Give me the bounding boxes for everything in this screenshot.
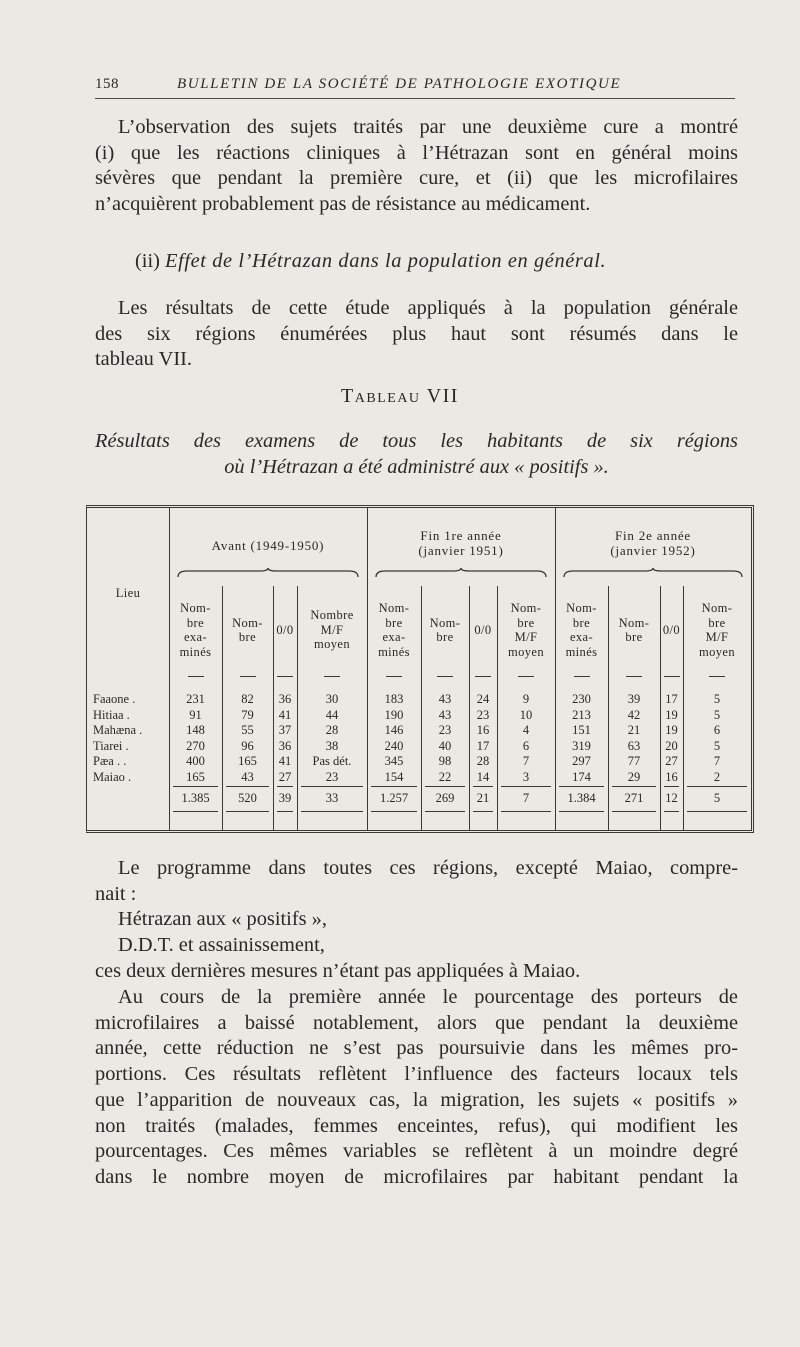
- totals-rule: [559, 786, 604, 787]
- column-header: M/F: [514, 630, 538, 644]
- text-line: des six régions énumérées plus haut sont résumés dans le: [95, 322, 738, 345]
- table-cell: 22: [438, 769, 452, 784]
- bottom-rule: [301, 811, 363, 812]
- table-cell: 9: [522, 692, 530, 706]
- column-group-title: Fin 1re année: [420, 528, 502, 543]
- table-cell: 4: [522, 723, 530, 737]
- table-cell: 231: [186, 692, 205, 706]
- totals-rule: [425, 786, 465, 787]
- column-header: 0/0: [276, 622, 294, 637]
- table-cell: 79: [241, 707, 254, 722]
- text-line: dans le nombre moyen de microfilaires par habitant pendant la: [95, 1165, 738, 1188]
- totals-rule: [501, 786, 551, 787]
- column-header: bre: [625, 630, 643, 644]
- table-cell: 7: [713, 754, 721, 768]
- text-line: microfilaires a baissé notablement, alors que pendant la deuxième: [95, 1011, 738, 1034]
- column-header: minés: [378, 644, 410, 659]
- total-cell: 269: [435, 791, 455, 805]
- table-cell: 151: [572, 723, 591, 737]
- total-cell: 1.257: [379, 791, 409, 805]
- journal-title: BULLETIN DE LA SOCIÉTÉ DE PATHOLOGIE EXOTIQUE: [177, 76, 622, 92]
- table-cell: 5: [713, 738, 721, 753]
- table-cell: 165: [186, 769, 205, 784]
- table-cell: 28: [476, 754, 490, 768]
- header-rule: [324, 676, 340, 677]
- totals-rule: [473, 786, 493, 787]
- row-label: Hitiaa .: [93, 707, 130, 722]
- table-cell: 165: [238, 754, 257, 768]
- bottom-rule: [473, 811, 493, 812]
- column-group-title: Fin 2e année: [614, 528, 692, 543]
- table-caption: [95, 428, 738, 480]
- table-cell: 297: [572, 754, 591, 768]
- text-line: L’observation des sujets traités par une deuxième cure a montré: [118, 116, 738, 138]
- header-rule: [574, 676, 590, 677]
- totals-rule: [226, 786, 269, 787]
- table-cell: 37: [278, 723, 292, 737]
- brace-icon: [177, 568, 359, 578]
- caption-line: où l’Hétrazan a été administré aux « positifs ».: [224, 456, 609, 478]
- text-line: n’acquièrent probablement pas de résistance au médicament.: [95, 193, 591, 216]
- table-number: VII: [426, 385, 459, 407]
- column-group-title: (janvier 1951): [418, 543, 504, 558]
- stub-header: Lieu: [115, 586, 141, 600]
- total-cell: 7: [522, 791, 530, 805]
- text-line: Les résultats de cette étude appliqués à la population générale: [118, 297, 738, 319]
- text-line: portions. Ces résultats reflètent l’influence des facteurs locaux tels: [95, 1063, 738, 1086]
- bottom-rule: [277, 811, 293, 812]
- table-cell: 5: [713, 707, 721, 722]
- column-header: Nom-: [618, 615, 650, 630]
- table-cell: 38: [325, 738, 339, 753]
- table-cell: 20: [665, 738, 678, 753]
- table-cell: 98: [438, 754, 452, 768]
- paragraph-4: [95, 985, 738, 1191]
- table-cell: 146: [384, 723, 404, 737]
- column-header: minés: [565, 644, 598, 659]
- column-header: M/F: [320, 622, 344, 637]
- table-cell: 6: [522, 738, 530, 753]
- totals-rule: [371, 786, 417, 787]
- header-rule: [240, 676, 256, 677]
- totals-rule: [612, 786, 656, 787]
- text-line: ces deux dernières mesures n’étant pas appliquées à Maiao.: [95, 959, 581, 982]
- table-cell: 190: [384, 707, 404, 722]
- total-cell: 21: [476, 791, 490, 805]
- header-rule: [437, 676, 453, 677]
- table-cell: 21: [627, 723, 641, 737]
- bottom-rule: [425, 811, 465, 812]
- column-header: bre: [436, 630, 454, 644]
- column-header: exa-: [183, 630, 208, 644]
- bottom-rule: [559, 811, 604, 812]
- header-rule: [475, 676, 491, 677]
- table-cell: 3: [522, 769, 530, 784]
- table-cell: 19: [665, 723, 678, 737]
- list-item: Hétrazan aux « positifs »,: [118, 908, 327, 931]
- table-cell: 29: [627, 769, 641, 784]
- results-table: [86, 505, 754, 833]
- table-cell: 230: [572, 692, 591, 706]
- column-header: minés: [179, 644, 212, 659]
- text-line: Le programme dans toutes ces régions, excepté Maiao, compre-: [118, 857, 738, 879]
- table-cell: 23: [438, 723, 452, 737]
- bottom-rule: [501, 811, 551, 812]
- column-header: 0/0: [474, 622, 492, 637]
- table-cell: 17: [665, 692, 678, 706]
- column-group-title: Avant (1949-1950): [211, 538, 325, 553]
- brace-icon: [563, 568, 743, 578]
- table-cell: Pas dét.: [312, 754, 352, 768]
- column-header: M/F: [705, 630, 729, 644]
- table-cell: 36: [278, 692, 292, 706]
- table-cell: 23: [325, 769, 339, 784]
- table-cell: 10: [519, 707, 533, 722]
- column-header: bre: [517, 615, 535, 630]
- list-item: D.D.T. et assainissement,: [118, 934, 325, 957]
- totals-rule: [687, 786, 747, 787]
- table-cell: 17: [476, 738, 490, 753]
- bottom-rule: [173, 811, 218, 812]
- column-header: bre: [186, 615, 205, 630]
- column-header: Nom-: [378, 601, 410, 615]
- table-cell: 41: [278, 707, 292, 722]
- column-header: Nom-: [180, 601, 211, 615]
- table-cell: 400: [186, 754, 205, 768]
- row-label: Tiarei .: [93, 738, 129, 753]
- total-cell: 271: [624, 791, 644, 805]
- row-label: Mahæna .: [93, 723, 143, 737]
- table-cell: 5: [713, 692, 721, 706]
- column-header: Nom-: [232, 615, 263, 630]
- text-line: Au cours de la première année le pourcentage des porteurs de: [118, 986, 738, 1008]
- text-line: non traités (malades, femmes enceintes, refus), qui modifient les: [95, 1114, 738, 1137]
- section-subheading: [135, 250, 606, 273]
- bottom-rule: [612, 811, 656, 812]
- row-label: Faaone .: [93, 692, 136, 706]
- table-cell: 7: [522, 754, 530, 768]
- table-cell: 183: [384, 692, 404, 706]
- header-rule: [386, 676, 402, 677]
- table-cell: 43: [241, 769, 254, 784]
- subheading-text: Effet de l’Hétrazan dans la population en général.: [165, 250, 607, 272]
- text-line: sévères que pendant la première cure, et (ii) que les microfilaires: [95, 167, 738, 190]
- table-cell: 16: [476, 723, 490, 737]
- table-cell: 30: [325, 692, 339, 706]
- total-cell: 5: [713, 791, 721, 805]
- table-cell: 63: [627, 738, 641, 753]
- table-cell: 27: [278, 769, 292, 784]
- table-cell: 23: [476, 707, 490, 722]
- table-cell: 28: [325, 723, 339, 737]
- table-cell: 270: [186, 738, 205, 753]
- header-rule: [518, 676, 534, 677]
- column-header: bre: [238, 630, 257, 644]
- table-cell: 55: [241, 723, 254, 737]
- column-header: moyen: [507, 644, 545, 659]
- text-line: (i) que les réactions cliniques à l’Hétrazan sont en général moins: [95, 141, 738, 164]
- table-cell: 213: [572, 707, 591, 722]
- column-header: moyen: [698, 644, 736, 659]
- table-cell: 44: [325, 707, 339, 722]
- caption-line: Résultats des examens de tous les habitants de six régions: [95, 430, 738, 452]
- text-line: année, cette réduction ne s’est pas poursuivie dans les mêmes pro-: [95, 1037, 738, 1060]
- column-header: Nombre: [310, 608, 354, 623]
- column-header: Nom-: [429, 615, 461, 630]
- table-cell: 40: [438, 738, 452, 753]
- bottom-rule: [371, 811, 417, 812]
- column-header: exa-: [569, 630, 594, 644]
- running-head: [95, 74, 735, 99]
- paragraph-2: [95, 296, 738, 373]
- paragraph-3: [95, 856, 738, 985]
- column-header: bre: [708, 615, 726, 630]
- column-header: exa-: [382, 630, 406, 644]
- table-cell: 39: [627, 692, 641, 706]
- text-line: que l’apparition de nouveaux cas, la migration, les sujets « positifs »: [95, 1088, 738, 1111]
- totals-rule: [173, 786, 218, 787]
- table-cell: 154: [384, 769, 404, 784]
- table-cell: 6: [713, 723, 721, 737]
- column-group-title: (janvier 1952): [610, 543, 696, 558]
- brace-icon: [375, 568, 547, 578]
- column-header: moyen: [313, 637, 351, 652]
- column-header: Nom-: [701, 601, 733, 615]
- row-label: Pæa . .: [93, 754, 127, 768]
- table-cell: 43: [438, 707, 452, 722]
- table-cell: 91: [189, 707, 202, 722]
- table-cell: 148: [186, 723, 205, 737]
- table-cell: 19: [665, 707, 678, 722]
- table-cell: 240: [384, 738, 404, 753]
- subheading-number: (ii): [135, 250, 160, 272]
- table-cell: 16: [665, 769, 678, 784]
- table-cell: 41: [278, 754, 292, 768]
- total-cell: 12: [665, 791, 678, 805]
- paragraph-1: [95, 115, 738, 218]
- row-label: Maiao .: [93, 769, 132, 784]
- bottom-rule: [687, 811, 747, 812]
- page-number: 158: [95, 76, 119, 92]
- header-rule: [626, 676, 642, 677]
- text-line: pourcentages. Ces mêmes variables se reflètent à un moindre degré: [95, 1140, 738, 1163]
- totals-rule: [301, 786, 363, 787]
- totals-rule: [664, 786, 679, 787]
- table-cell: 24: [476, 692, 490, 706]
- table-cell: 27: [665, 754, 678, 768]
- table-cell: 82: [241, 692, 254, 706]
- total-cell: 1.384: [567, 791, 596, 805]
- table-title: [0, 385, 800, 408]
- totals-rule: [277, 786, 293, 787]
- table-cell: 43: [438, 692, 452, 706]
- column-header: bre: [572, 615, 591, 630]
- total-cell: 520: [238, 791, 257, 805]
- column-header: Nom-: [566, 601, 597, 615]
- column-header: 0/0: [662, 622, 681, 637]
- text-line: nait :: [95, 882, 137, 905]
- table-label: Tableau: [341, 385, 421, 407]
- table-cell: 14: [476, 769, 490, 784]
- header-rule: [664, 676, 680, 677]
- bottom-rule: [226, 811, 269, 812]
- header-rule: [709, 676, 725, 677]
- text-line: tableau VII.: [95, 348, 193, 371]
- table-cell: 2: [713, 769, 721, 784]
- header-rule: [277, 676, 293, 677]
- table-cell: 36: [278, 738, 292, 753]
- column-header: bre: [385, 615, 403, 630]
- total-cell: 39: [278, 791, 292, 805]
- table-cell: 319: [572, 738, 591, 753]
- table-cell: 174: [572, 769, 591, 784]
- table-cell: 96: [241, 738, 254, 753]
- bottom-rule: [664, 811, 679, 812]
- table-cell: 42: [627, 707, 641, 722]
- header-rule: [188, 676, 204, 677]
- table-cell: 77: [627, 754, 641, 768]
- total-cell: 1.385: [181, 791, 210, 805]
- total-cell: 33: [325, 791, 339, 805]
- table-cell: 345: [384, 754, 404, 768]
- column-header: Nom-: [510, 601, 542, 615]
